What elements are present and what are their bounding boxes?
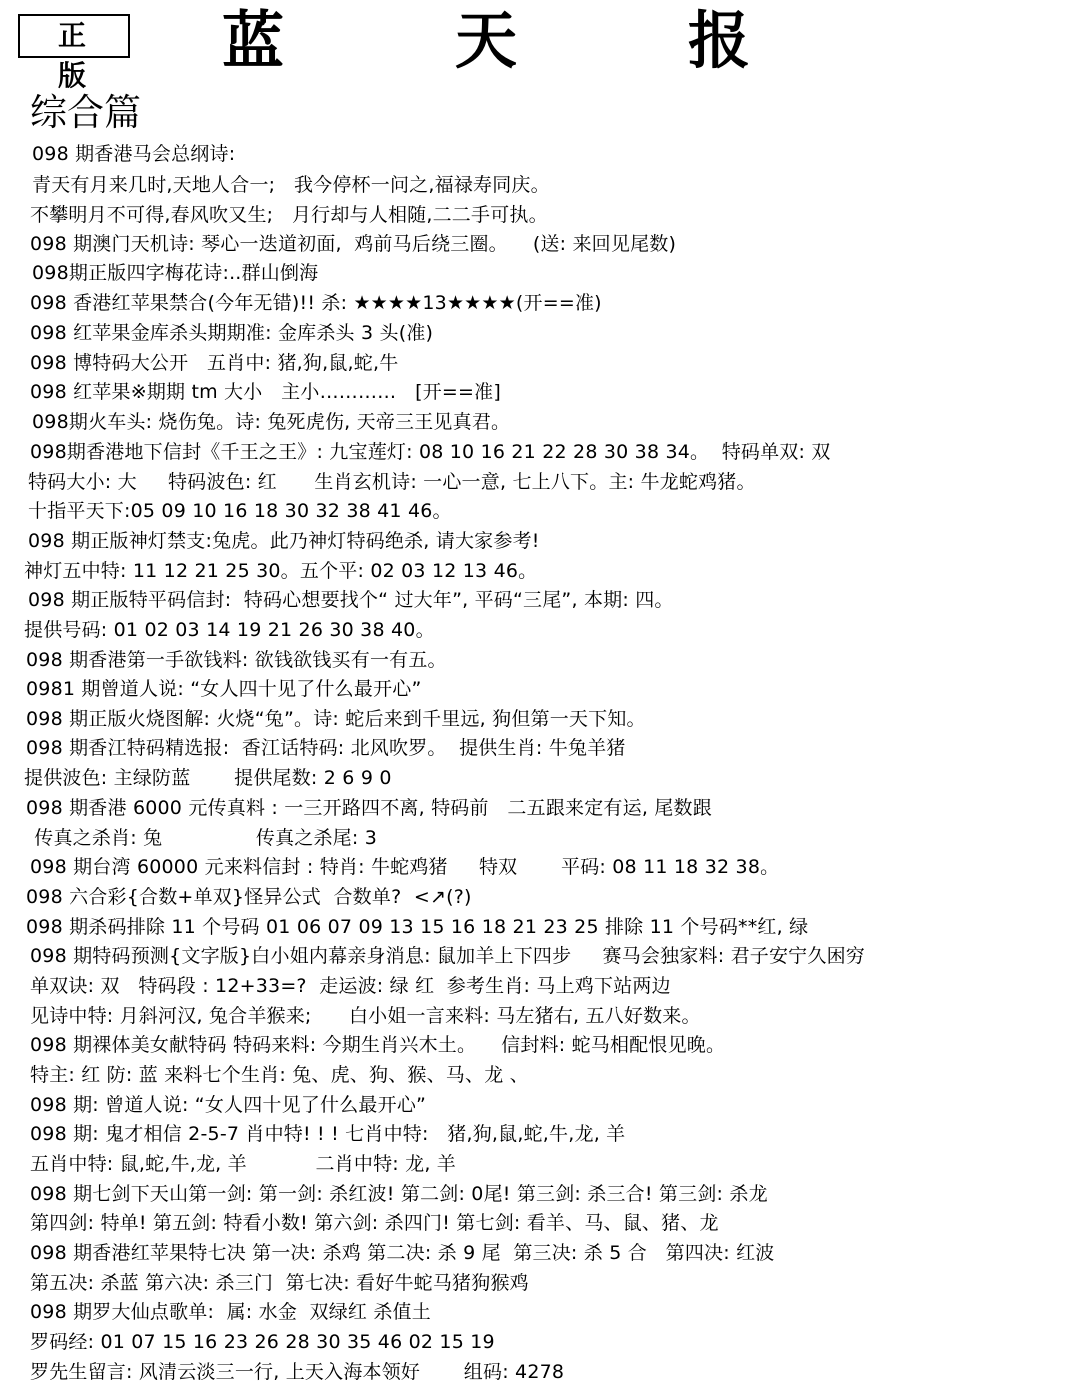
text-line: 098 期正版神灯禁支:兔虎。此乃神灯特码绝杀, 请大家参考!: [28, 530, 540, 552]
text-line: 098 期七剑下天山第一剑: 第一剑: 杀红波! 第二剑: 0尾! 第三剑: 杀三合! 第三剑: 杀龙: [30, 1183, 768, 1205]
text-line: 罗先生留言: 风清云淡三一行, 上天入海本领好 组码: 4278: [30, 1361, 565, 1383]
text-line: 098 期裸体美女献特码 特码来料: 今期生肖兴木土。 信封料: 蛇马相配恨见晚。: [30, 1034, 726, 1056]
text-line: 098 红苹果金库杀头期期准: 金库杀头 3 头(准): [30, 322, 434, 344]
title-char-1: 蓝: [222, 4, 285, 77]
text-line: 五肖中特: 鼠,蛇,牛,龙, 羊 二肖中特: 龙, 羊: [30, 1153, 456, 1175]
text-line: 098期香港地下信封《千王之王》: 九宝莲灯: 08 10 16 21 22 28 30 38 34。 特码单双: 双: [30, 441, 831, 463]
text-line: 罗码经: 01 07 15 16 23 26 28 30 35 46 02 15 19: [30, 1331, 495, 1353]
text-line: 098 期台湾 60000 元来料信封 : 特肖: 牛蛇鸡猪 特双 平码: 08 11 18 32 38。: [30, 856, 780, 878]
text-line: 第四剑: 特单! 第五剑: 特看小数! 第六剑: 杀四门! 第七剑: 看羊、马、鼠、猪、龙: [30, 1212, 719, 1234]
text-line: 098 期特码预测{文字版}白小姐内幕亲身消息: 鼠加羊上下四步 赛马会独家料: 君子安宁久困穷: [30, 945, 865, 967]
text-line: 见诗中特: 月斜河汉, 兔合羊猴来; 白小姐一言来料: 马左猪右, 五八好数来。: [30, 1005, 701, 1027]
genuine-edition-badge: 正 版: [18, 14, 130, 58]
text-line: 098 博特码大公开 五肖中: 猪,狗,鼠,蛇,牛: [30, 352, 399, 374]
text-line: 098期火车头: 烧伤兔。诗: 兔死虎伤, 天帝三王见真君。: [32, 411, 511, 433]
page-title: [0, 6, 1068, 76]
text-line: 单双诀: 双 特码段 : 12+33=? 走运波: 绿 红 参考生肖: 马上鸡下站两边: [30, 975, 671, 997]
text-line: 098 红苹果※期期 tm 大小 主小………… [开==准]: [30, 381, 501, 403]
text-line: 十指平天下:05 09 10 16 18 30 32 38 41 46。: [28, 500, 452, 522]
text-line: 098 期香江特码精选报: 香江话特码: 北风吹罗。 提供生肖: 牛兔羊猪: [26, 737, 626, 759]
text-line: 098 期香港红苹果特七决 第一决: 杀鸡 第二决: 杀 9 尾 第三决: 杀 5 合 第四决: 红波: [30, 1242, 775, 1264]
text-line: 098 期正版火烧图解: 火烧“兔”。诗: 蛇后来到千里远, 狗但第一天下知。: [26, 708, 646, 730]
text-line: 提供号码: 01 02 03 14 19 21 26 30 38 40。: [24, 619, 435, 641]
text-line: 098 期正版特平码信封: 特码心想要找个“ 过大年”, 平码“三尾”, 本期: 四。: [28, 589, 674, 611]
title-char-2: 天: [455, 4, 518, 77]
text-line: 098期正版四字梅花诗:..群山倒海: [32, 262, 319, 284]
text-line: 第五决: 杀蓝 第六决: 杀三门 第七决: 看好牛蛇马猪狗猴鸡: [30, 1272, 529, 1294]
title-char-3: 报: [688, 4, 751, 77]
text-line: 098 期: 鬼才相信 2-5-7 肖中特! ! ! 七肖中特: 猪,狗,鼠,蛇,牛,龙, 羊: [30, 1123, 626, 1145]
text-line: 青天有月来几时,天地人合一; 我今停杯一问之,福禄寿同庆。: [32, 174, 550, 196]
text-line: 特主: 红 防: 蓝 来料七个生肖: 兔、虎、狗、猴、马、龙 、: [30, 1064, 529, 1086]
text-line: 特码大小: 大 特码波色: 红 生肖玄机诗: 一心一意, 七上八下。主: 牛龙蛇鸡猪。: [28, 471, 756, 493]
text-line: 不攀明月不可得,春风吹又生; 月行却与人相随,二二手可执。: [30, 204, 548, 226]
text-line: 098 香港红苹果禁合(今年无错)!! 杀: ★★★★13★★★★(开==准): [30, 292, 602, 314]
text-line: 0981 期曾道人说: “女人四十见了什么最开心”: [26, 678, 422, 700]
text-line: 098 六合彩{合数+单双}怪异公式 合数单? <↗(?): [26, 886, 472, 908]
text-line: 098 期: 曾道人说: “女人四十见了什么最开心”: [30, 1094, 427, 1116]
text-line: 神灯五中特: 11 12 21 25 30。五个平: 02 03 12 13 46。: [24, 560, 538, 582]
text-line: 098 期罗大仙点歌单: 属: 水金 双绿红 杀值土: [30, 1301, 431, 1323]
text-line: 098 期香港马会总纲诗:: [32, 143, 236, 165]
text-line: 098 期香港 6000 元传真料 : 一三开路四不离, 特码前 二五跟来定有运, 尾数跟: [26, 797, 712, 819]
text-line: 提供波色: 主绿防蓝 提供尾数: 2 6 9 0: [24, 767, 392, 789]
section-heading: 综合篇: [30, 91, 141, 134]
text-line: 098 期澳门天机诗: 琴心一迭道初面, 鸡前马后绕三圈。 (送: 来回见尾数): [30, 233, 677, 255]
text-line: 传真之杀肖: 兔 传真之杀尾: 3: [28, 827, 378, 849]
text-line: 098 期杀码排除 11 个号码 01 06 07 09 13 15 16 18 21 23 25 排除 11 个号码**红, 绿: [26, 916, 809, 938]
text-line: 098 期香港第一手欲钱料: 欲钱欲钱买有一有五。: [26, 649, 447, 671]
